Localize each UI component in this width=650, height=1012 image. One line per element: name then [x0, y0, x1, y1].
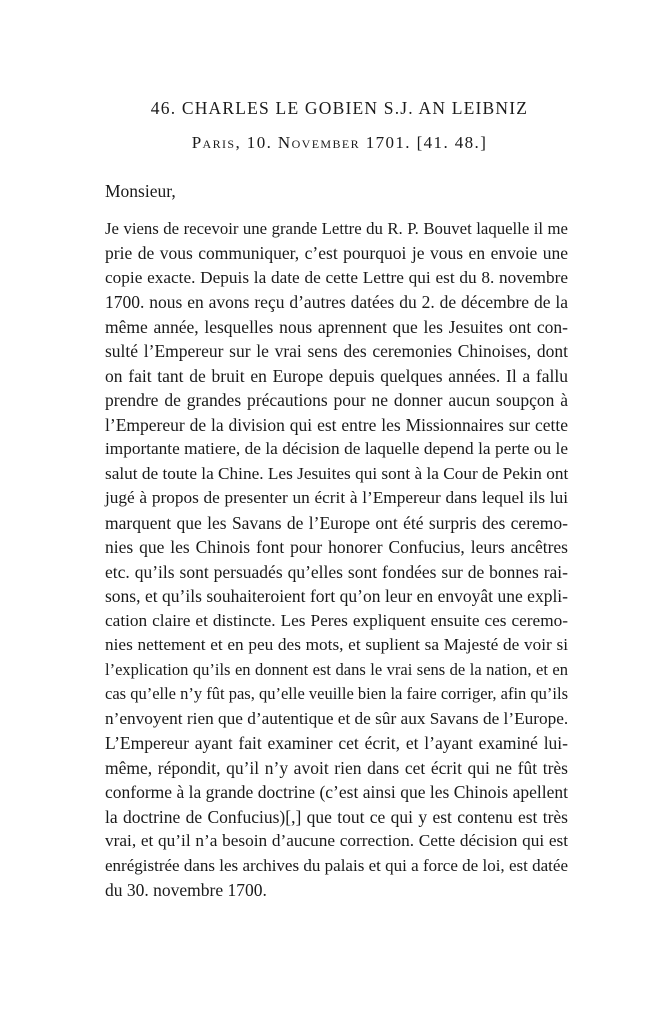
body-line: etc. qu’ils sont persuadés qu’elles sont fondées sur de bonnes rai- [105, 561, 568, 582]
body-line: même année, lesquelles nous aprennent que les Jesuites ont con- [105, 316, 568, 337]
body-line: nies nettement et en peu des mots, et suplient sa Majesté de voir si [105, 635, 568, 654]
body-line: 1700. nous en avons reçu d’autres datées du 2. de décembre de la [105, 292, 568, 312]
body-line: nies que les Chinois font pour honorer Confucius, leurs ancêtres [105, 537, 568, 557]
body-line: salut de toute la Chine. Les Jesuites qui sont à la Cour de Pekin ont [105, 463, 569, 483]
body-line: l’explication qu’ils en donnent est dans le vrai sens de la nation, et en [105, 659, 568, 679]
body-line: cation claire et distincte. Les Peres expliquent ensuite ces ceremo- [105, 610, 568, 630]
body-line: cas qu’elle n’y fût pas, qu’elle veuille bien la faire corriger, afin qu’ils [105, 684, 568, 703]
body-line: vrai, et qu’il n’a besoin d’aucune correction. Cette décision qui est [105, 831, 568, 850]
body-line: la doctrine de Confucius)[,] que tout ce qui y est contenu est très [105, 806, 568, 827]
body-line: l’Empereur de la division qui est entre les Missionnaires sur cette [105, 414, 568, 435]
body-line: on fait tant de bruit en Europe depuis quelques années. Il a fallu [105, 365, 568, 386]
letter-body [105, 217, 568, 903]
letter-page [105, 94, 568, 903]
letter-heading: 46. CHARLES LE GOBIEN S.J. AN LEIBNIZ [150, 98, 529, 118]
body-line: importante matiere, de la décision de laquelle depend la perte ou le [105, 439, 568, 458]
letter-place-date: Paris, 10. November 1701. [41. 48.] [191, 133, 488, 152]
body-line: n’envoyent rien que d’autentique et de sûr aux Savans de l’Europe. [105, 708, 569, 728]
body-line: conforme à la grande doctrine (c’est ainsi que les Chinois apellent [105, 782, 568, 802]
body-line: sulté l’Empereur sur le vrai sens des ceremonies Chinoises, dont [105, 341, 568, 361]
body-line: sons, et qu’ils souhaiteroient fort qu’on leur en envoyât une expli- [105, 586, 568, 606]
body-line: prendre de grandes précautions pour ne donner aucun soupçon à [105, 390, 568, 410]
body-line: jugé à propos de presenter un écrit à l’Empereur dans lequel ils lui [105, 488, 568, 507]
body-line: du 30. novembre 1700. [105, 880, 267, 900]
body-line: même, répondit, qu’il n’y avoit rien dans cet écrit qui ne fût très [105, 757, 568, 778]
body-line: copie exacte. Depuis la date de cette Lettre qui est du 8. novembre [105, 267, 568, 287]
body-line: Je viens de recevoir une grande Lettre du R. P. Bouvet laquelle il me [105, 218, 568, 238]
body-line: prie de vous communiquer, c’est pourquoi je vous en envoie une [105, 243, 568, 263]
letter-salutation: Monsieur, [105, 181, 176, 201]
body-line: enrégistrée dans les archives du palais et qui a force de loi, est datée [105, 855, 568, 875]
body-line: L’Empereur ayant fait examiner cet écrit, et l’ayant examiné lui- [105, 733, 568, 753]
body-line: marquent que les Savans de l’Europe ont été surpris des ceremo- [105, 512, 568, 533]
